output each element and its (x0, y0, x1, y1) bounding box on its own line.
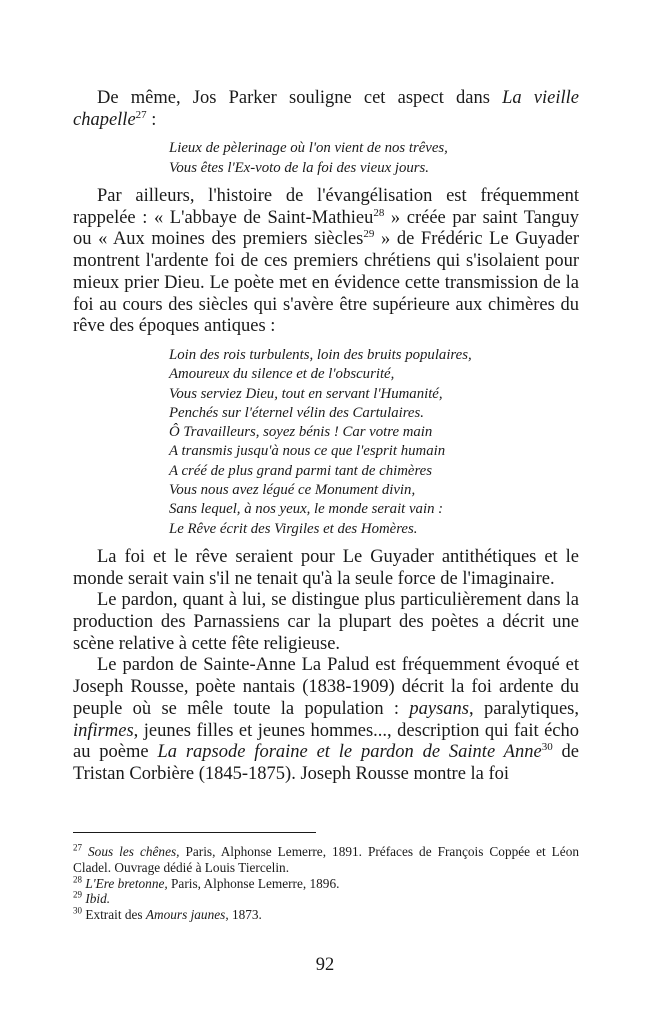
poem-title: La rapsode foraine et le pardon de Sainte Anne (157, 742, 542, 763)
paragraph-text: de Tristan Corbière (1845-1875). Joseph Rousse montre la foi (73, 742, 579, 784)
footnote-text: Paris, Alphonse Lemerre, 1891. Préfaces de François Coppée et Léon Cladel. Ouvrage dédié à Louis Tiercelin. (73, 844, 580, 875)
footnote-ref[interactable]: 30 (541, 741, 553, 754)
footnote-number: 28 (73, 874, 82, 885)
footnote-number: 29 (73, 889, 82, 900)
footnote-number: 30 (73, 905, 82, 916)
book-title: Amours jaunes (145, 907, 226, 923)
verse-line: A créé de plus grand parmi tant de chimères (169, 462, 433, 479)
verse-line: Vous serviez Dieu, tout en servant l'Humanité, (169, 385, 443, 402)
book-title: Ibid. (85, 891, 111, 907)
paragraph-text: Le pardon de Sainte-Anne La Palud est fréquemment évoqué et Joseph Rousse, poète nantais (1838-1909) décrit la foi ardente du peuple où se mêle toute la population : (73, 655, 579, 719)
footnote-30 (73, 907, 579, 923)
paragraph-5 (73, 655, 579, 785)
footnote-text: Paris, Alphonse Lemerre, 1896. (167, 875, 340, 891)
verse-line: Vous nous avez légué ce Monument divin, (169, 482, 416, 498)
verse-line: Vous êtes l'Ex-voto de la foi des vieux jours. (169, 159, 429, 176)
verse-line: Loin des rois turbulents, loin des bruits populaires, (169, 346, 472, 363)
page-number: 92 (315, 955, 335, 975)
paragraph-text: , jeunes filles et jeunes hommes..., description qui fait écho au poème (73, 720, 579, 763)
footnote-text: , 1873. (225, 907, 262, 923)
book-title: Sous les chênes, (88, 844, 180, 859)
verse-line: Lieux de pèlerinage où l'on vient de nos trêves, (169, 140, 448, 157)
verse-block-2 (169, 346, 579, 539)
footnotes (73, 844, 579, 923)
paragraph-text: » créée par saint Tanguy ou « Aux moines des premiers siècles (73, 207, 579, 250)
footnote-ref[interactable]: 28 (373, 206, 385, 219)
paragraph-text: : (146, 109, 157, 130)
paragraph-text: De même, Jos Parker souligne cet aspect dans (97, 88, 503, 108)
footnote-28 (73, 876, 579, 892)
paragraph-2 (73, 186, 579, 338)
paragraph-3: La foi et le rêve seraient pour Le Guyader antithétiques et le monde serait vain s'il ne tenait qu'à la seule force de l'imaginaire. (73, 546, 579, 589)
paragraph-4: Le pardon, quant à lui, se distingue plus particulièrement dans la production des Parnassiens car la plupart des poètes a décrit une scène relative à cette fête religieuse. (73, 590, 579, 654)
verse-line: A transmis jusqu'à nous ce que l'esprit humain (169, 443, 446, 460)
footnote-number: 27 (73, 842, 82, 853)
verse-line: Penchés sur l'éternel vélin des Cartulaires. (169, 404, 424, 421)
poem-title: La vieille chapelle (73, 88, 579, 130)
emphasis: infirmes (73, 720, 134, 741)
book-title: L'Ere bretonne, (85, 875, 168, 891)
paragraph-text: » de Frédéric Le Guyader montrent l'ardente foi de ces premiers chrétiens qui s'isolaient pour mieux prier Dieu. Le poète met en évidence cette transmission de la foi au cours des siècles qui s'avère être supérieure aux chimères du rêve des époques antiques : (73, 229, 579, 337)
footnote-27 (73, 844, 579, 876)
footnote-text: Extrait des (85, 907, 146, 923)
verse-line: Sans lequel, à nos yeux, le monde serait vain : (169, 501, 444, 518)
verse-block-1 (169, 139, 579, 178)
footnote-29 (73, 891, 579, 907)
page-body (73, 88, 579, 786)
paragraph-text: Par ailleurs, l'histoire de l'évangélisation est fréquemment rappelée : « L'abbaye de Saint-Mathieu (73, 186, 579, 228)
paragraph-1 (73, 88, 579, 131)
footnote-divider (73, 832, 316, 833)
verse-line: Amoureux du silence et de l'obscurité, (169, 366, 395, 383)
footnote-ref[interactable]: 27 (135, 108, 147, 121)
emphasis: paysans (409, 698, 469, 719)
paragraph-text: , paralytiques, (469, 698, 579, 719)
footnote-ref[interactable]: 29 (363, 228, 375, 241)
verse-line: Ô Travailleurs, soyez bénis ! Car votre main (169, 424, 433, 441)
verse-line: Le Rêve écrit des Virgiles et des Homères. (169, 520, 418, 537)
